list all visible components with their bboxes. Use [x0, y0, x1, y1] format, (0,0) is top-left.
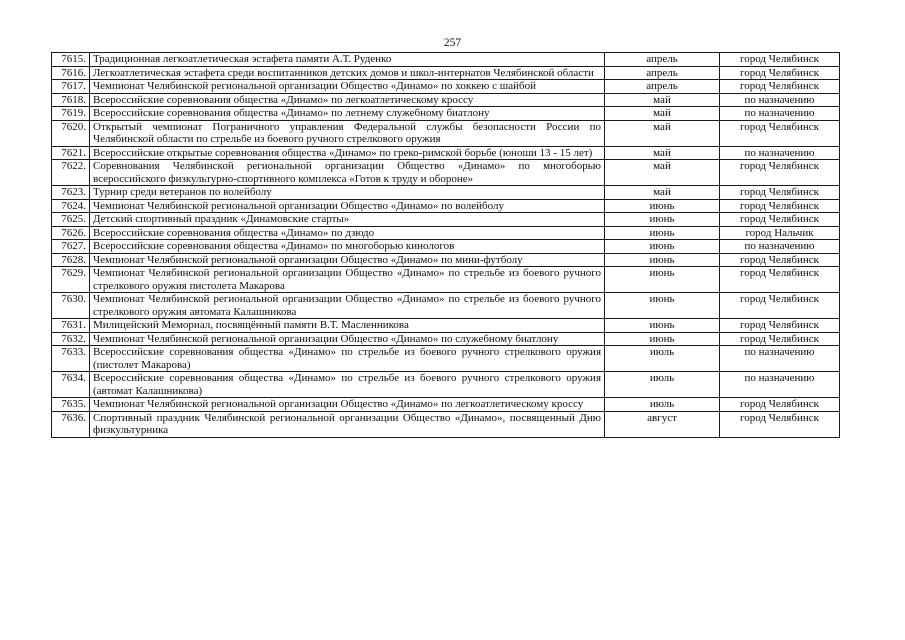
event-month: июль — [605, 398, 720, 412]
event-name: Всероссийские соревнования общества «Динамо» по стрельбе из боевого ручного стрелкового оружия (автомат Калашникова) — [90, 372, 605, 398]
event-place: город Челябинск — [720, 53, 840, 67]
table-row — [52, 240, 840, 254]
event-number: 7621. — [52, 146, 90, 160]
event-place: город Челябинск — [720, 66, 840, 80]
event-month: июль — [605, 346, 720, 372]
event-number: 7620. — [52, 120, 90, 146]
table-row — [52, 160, 840, 186]
event-name: Спортивный праздник Челябинской региональной организации Общество «Динамо», посвященный Дню физкультурника — [90, 411, 605, 437]
table-row — [52, 253, 840, 267]
event-place: город Челябинск — [720, 319, 840, 333]
table-row — [52, 66, 840, 80]
event-number: 7615. — [52, 53, 90, 67]
event-name: Всероссийские соревнования общества «Динамо» по летнему служебному биатлону — [90, 107, 605, 121]
table-row — [52, 411, 840, 437]
event-name: Легкоатлетическая эстафета среди воспитанников детских домов и школ-интернатов Челябинской области — [90, 66, 605, 80]
table-row — [52, 120, 840, 146]
events-table-body — [52, 53, 840, 438]
event-place: город Челябинск — [720, 80, 840, 94]
event-name: Чемпионат Челябинской региональной организации Общество «Динамо» по легкоатлетическому кроссу — [90, 398, 605, 412]
event-number: 7631. — [52, 319, 90, 333]
table-row — [52, 213, 840, 227]
event-number: 7629. — [52, 267, 90, 293]
table-row — [52, 319, 840, 333]
event-place: по назначению — [720, 107, 840, 121]
event-month: июнь — [605, 267, 720, 293]
event-number: 7624. — [52, 199, 90, 213]
event-place: город Челябинск — [720, 398, 840, 412]
events-table — [51, 52, 840, 438]
event-month: май — [605, 120, 720, 146]
event-place: город Челябинск — [720, 213, 840, 227]
table-row — [52, 186, 840, 200]
event-number: 7636. — [52, 411, 90, 437]
event-place: город Челябинск — [720, 199, 840, 213]
event-place: город Нальчик — [720, 226, 840, 240]
event-place: город Челябинск — [720, 411, 840, 437]
page-number: 257 — [443, 37, 462, 49]
event-month: август — [605, 411, 720, 437]
event-number: 7626. — [52, 226, 90, 240]
event-name: Всероссийские соревнования общества «Динамо» по стрельбе из боевого ручного стрелкового оружия (пистолет Макарова) — [90, 346, 605, 372]
event-month: июнь — [605, 199, 720, 213]
event-number: 7622. — [52, 160, 90, 186]
table-row — [52, 80, 840, 94]
event-month: июнь — [605, 319, 720, 333]
event-place: по назначению — [720, 346, 840, 372]
table-row — [52, 398, 840, 412]
event-number: 7625. — [52, 213, 90, 227]
event-name: Открытый чемпионат Пограничного управления Федеральной службы безопасности России по Челябинской области по стрельбе из боевого ручного стрелкового оружия — [90, 120, 605, 146]
event-number: 7617. — [52, 80, 90, 94]
event-number: 7632. — [52, 332, 90, 346]
event-place: по назначению — [720, 146, 840, 160]
table-row — [52, 53, 840, 67]
event-number: 7616. — [52, 66, 90, 80]
event-place: по назначению — [720, 372, 840, 398]
event-month: июнь — [605, 240, 720, 254]
event-month: июль — [605, 372, 720, 398]
event-number: 7635. — [52, 398, 90, 412]
event-name: Чемпионат Челябинской региональной организации Общество «Динамо» по хоккею с шайбой — [90, 80, 605, 94]
table-row — [52, 226, 840, 240]
event-month: июнь — [605, 293, 720, 319]
table-row — [52, 267, 840, 293]
event-place: город Челябинск — [720, 332, 840, 346]
table-row — [52, 93, 840, 107]
event-name: Всероссийские открытые соревнования общества «Динамо» по греко-римской борьбе (юноши 13 - 15 лет) — [90, 146, 605, 160]
event-name: Всероссийские соревнования общества «Динамо» по многоборью кинологов — [90, 240, 605, 254]
table-row — [52, 372, 840, 398]
event-place: город Челябинск — [720, 267, 840, 293]
event-month: апрель — [605, 80, 720, 94]
event-name: Чемпионат Челябинской региональной организации Общество «Динамо» по мини-футболу — [90, 253, 605, 267]
event-number: 7618. — [52, 93, 90, 107]
event-number: 7627. — [52, 240, 90, 254]
table-row — [52, 107, 840, 121]
event-place: город Челябинск — [720, 120, 840, 146]
event-month: апрель — [605, 66, 720, 80]
event-name: Всероссийские соревнования общества «Динамо» по дзюдо — [90, 226, 605, 240]
event-month: май — [605, 93, 720, 107]
table-row — [52, 332, 840, 346]
event-name: Всероссийские соревнования общества «Динамо» по легкоатлетическому кроссу — [90, 93, 605, 107]
event-month: июнь — [605, 226, 720, 240]
event-place: город Челябинск — [720, 253, 840, 267]
event-name: Чемпионат Челябинской региональной организации Общество «Динамо» по волейболу — [90, 199, 605, 213]
event-month: май — [605, 146, 720, 160]
event-place: город Челябинск — [720, 186, 840, 200]
table-row — [52, 146, 840, 160]
event-name: Чемпионат Челябинской региональной организации Общество «Динамо» по стрельбе из боевого ручного стрелкового оружия автомата Калашникова — [90, 293, 605, 319]
event-number: 7619. — [52, 107, 90, 121]
event-name: Чемпионат Челябинской региональной организации Общество «Динамо» по стрельбе из боевого ручного стрелкового оружия пистолета Макарова — [90, 267, 605, 293]
event-number: 7633. — [52, 346, 90, 372]
event-name: Чемпионат Челябинской региональной организации Общество «Динамо» по служебному биатлону — [90, 332, 605, 346]
event-month: апрель — [605, 53, 720, 67]
event-name: Милицейский Мемориал, посвящённый памяти В.Т. Масленникова — [90, 319, 605, 333]
event-number: 7634. — [52, 372, 90, 398]
event-month: июнь — [605, 213, 720, 227]
event-name: Детский спортивный праздник «Динамовские старты» — [90, 213, 605, 227]
event-number: 7630. — [52, 293, 90, 319]
event-name: Турнир среди ветеранов по волейболу — [90, 186, 605, 200]
event-month: май — [605, 186, 720, 200]
event-place: город Челябинск — [720, 293, 840, 319]
event-month: июнь — [605, 253, 720, 267]
event-name: Соревнования Челябинской региональной организации Общество «Динамо» по многоборью всероссийского физкультурно-спортивного комплекса «Готов к труду и обороне» — [90, 160, 605, 186]
table-row — [52, 293, 840, 319]
event-month: май — [605, 107, 720, 121]
event-number: 7623. — [52, 186, 90, 200]
event-name: Традиционная легкоатлетическая эстафета памяти А.Т. Руденко — [90, 53, 605, 67]
event-place: по назначению — [720, 240, 840, 254]
event-place: город Челябинск — [720, 160, 840, 186]
event-place: по назначению — [720, 93, 840, 107]
event-number: 7628. — [52, 253, 90, 267]
table-row — [52, 346, 840, 372]
table-row — [52, 199, 840, 213]
event-month: июнь — [605, 332, 720, 346]
event-month: май — [605, 160, 720, 186]
